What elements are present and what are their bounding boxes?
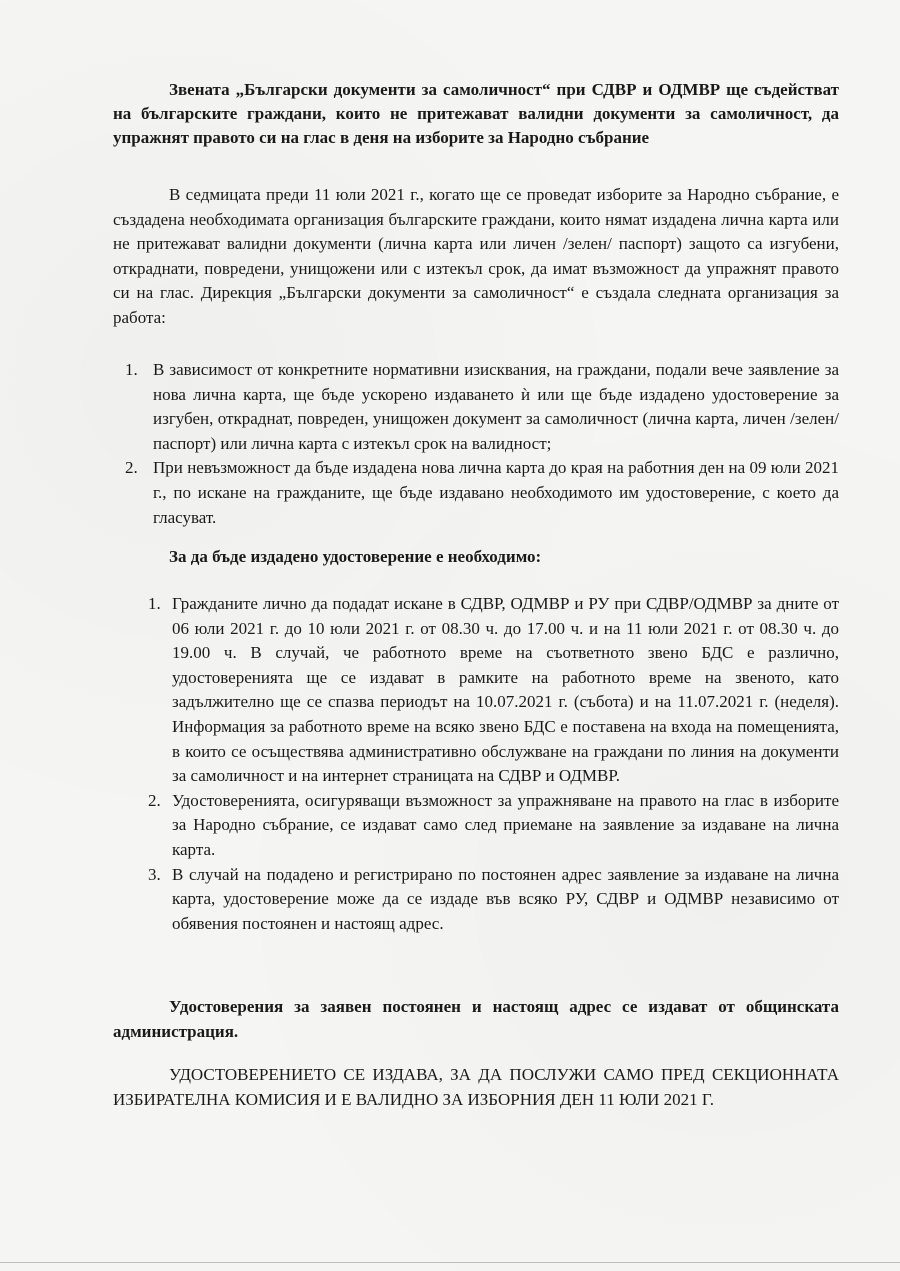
validity-note: УДОСТОВЕРЕНИЕТО СЕ ИЗДАВА, ЗА ДА ПОСЛУЖИ САМО ПРЕД СЕКЦИОННАТА ИЗБИРАТЕЛНА КОМИСИЯ И Е ВАЛИДНО ЗА ИЗБОРНИЯ ДЕН 11 ЮЛИ 2021 Г. xyxy=(113,1065,839,1109)
organization-list xyxy=(113,358,839,530)
scan-edge-line xyxy=(0,1262,900,1263)
list-item xyxy=(140,863,839,937)
list-item-number: 1. xyxy=(148,594,161,613)
list-item xyxy=(140,592,839,789)
list-item-text: В случай на подадено и регистрирано по постоянен адрес заявление за издаване на лична карта, удостоверение може да се издаде във всяко РУ, СДВР и ОДМВР независимо от обявения постоянен и настоящ адрес. xyxy=(172,864,839,933)
requirements-list xyxy=(140,592,839,936)
list-item-number: 3. xyxy=(148,864,161,884)
document-title: Звената „Български документи за самоличност“ при СДВР и ОДМВР ще съдействат на българските граждани, които не притежават валидни документи за самоличност, да упражнят правото си на глас в деня на изборите за Народно събрание xyxy=(113,80,839,147)
list-item-text: При невъзможност да бъде издадена нова лична карта до края на работния ден на 09 юли 2021 г., по искане на гражданите, ще бъде издавано необходимото им удостоверение, с което да гласуват. xyxy=(153,458,839,527)
list-item-number: 1. xyxy=(125,360,138,379)
list-item xyxy=(140,789,839,863)
list-item xyxy=(113,358,839,456)
list-item-number: 2. xyxy=(148,790,161,810)
address-certificate-note: Удостоверения за заявен постоянен и настоящ адрес се издават от общинската администрация. xyxy=(113,997,839,1041)
requirements-heading: За да бъде издадено удостоверение е необходимо: xyxy=(169,547,542,566)
intro-paragraph: В седмицата преди 11 юли 2021 г., когато ще се проведат изборите за Народно събрание, е създадена необходимата организация българските граждани, които нямат издадена лична карта или не притежават валидни документи (лична карта или личен /зелен/ паспорт) защото са изгубени, откраднати, повредени, унищожени или с изтекъл срок, да имат възможност да упражнят правото си на глас. Дирекция „Български документи за самоличност“ е създала следната организация за работа: xyxy=(113,185,839,327)
list-item xyxy=(113,456,839,530)
list-item-text: Удостоверенията, осигуряващи възможност за упражняване на правото на глас в изборите за Народно събрание, се издават само след приемане на заявление за издаване на лична карта. xyxy=(172,790,839,859)
list-item-text: В зависимост от конкретните нормативни изисквания, на граждани, подали вече заявление за нова лична карта, ще бъде ускорено издаването ѝ или ще бъде издадено удостоверение за изгубен, откраднат, повреден, унищожен документ за самоличност (лична карта, личен /зелен/ паспорт) или лична карта с изтекъл срок на валидност; xyxy=(153,360,839,453)
list-item-number: 2. xyxy=(125,458,138,478)
list-item-text: Гражданите лично да подадат искане в СДВР, ОДМВР и РУ при СДВР/ОДМВР за дните от 06 юли 2021 г. до 10 юли 2021 г. от 08.30 ч. до 17.00 ч. и на 11 юли 2021 г. от 08.30 ч. до 19.00 ч. В случай, че работното време на съответното звено БДС е различно, удостоверенията ще се издават в рамките на работното време на звеното, като задължително ще се спазва периодът на 10.07.2021 г. (събота) и на 11.07.2021 г. (неделя). Информация за работното време на всяко звено БДС е поставена на входа на помещенията, в които се осъществява административно обслужване на граждани по линия на документи за самоличност и на интернет страницата на СДВР и ОДМВР. xyxy=(172,594,839,786)
